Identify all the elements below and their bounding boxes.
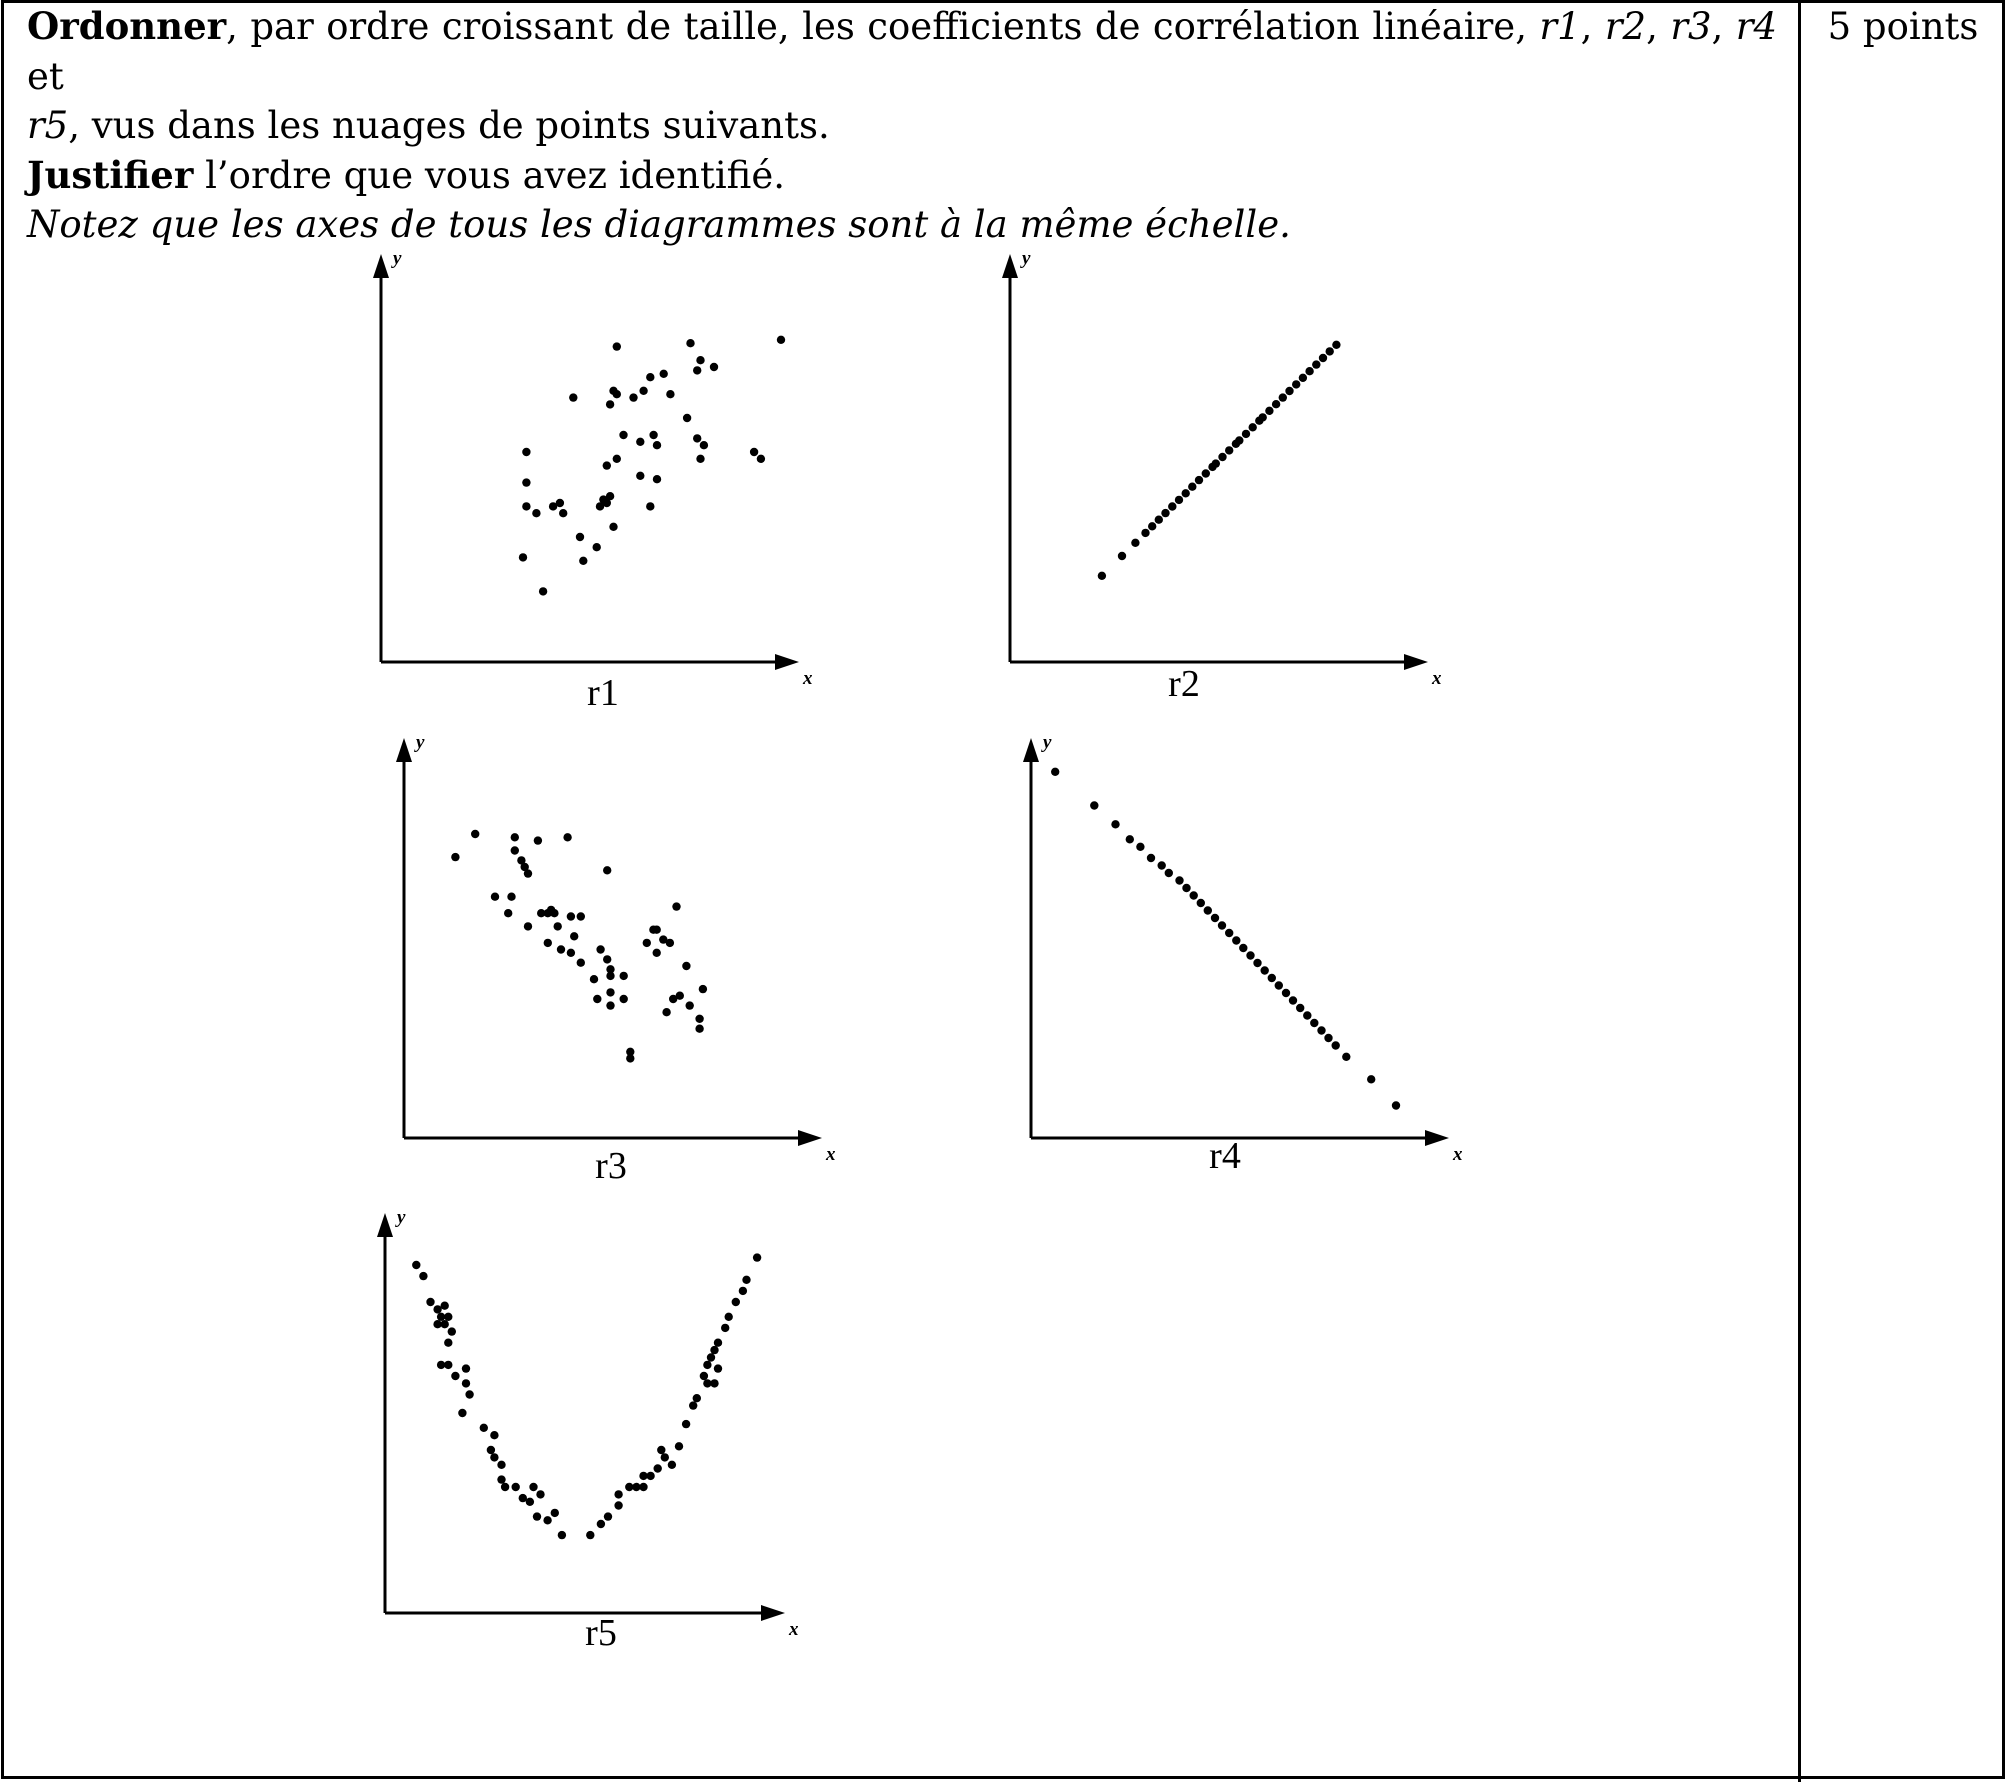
scatter-point xyxy=(700,441,708,449)
scatter-point xyxy=(639,387,647,395)
scatter-point xyxy=(567,912,575,920)
scatter-point xyxy=(1212,459,1220,467)
scatter-point xyxy=(693,434,701,442)
scatter-point xyxy=(620,972,628,980)
scatter-point xyxy=(1289,996,1297,1004)
scatter-point xyxy=(675,1442,683,1450)
scatter-point xyxy=(1239,944,1247,952)
scatter-point xyxy=(586,1531,594,1539)
scatter-point xyxy=(533,1512,541,1520)
scatter-point xyxy=(1272,400,1280,408)
scatter-point xyxy=(539,587,547,595)
scatter-point xyxy=(1204,906,1212,914)
question-text-fragment: , vus dans les nuages de points suivants. xyxy=(68,104,830,147)
scatter-point xyxy=(653,475,661,483)
scatter-point xyxy=(441,1320,449,1328)
scatter-point xyxy=(668,1461,676,1469)
scatter-point xyxy=(554,922,562,930)
scatter-point xyxy=(577,912,585,920)
x-axis-arrow-icon xyxy=(1425,1130,1449,1146)
scatter-point xyxy=(1182,884,1190,892)
scatter-plot-r5 xyxy=(377,1207,799,1654)
scatter-point xyxy=(693,1394,701,1402)
scatter-point xyxy=(661,1453,669,1461)
scatter-point xyxy=(1249,423,1257,431)
scatter-point xyxy=(511,846,519,854)
scatter-point xyxy=(1326,347,1334,355)
scatter-point xyxy=(490,1431,498,1439)
scatter-point xyxy=(444,1339,452,1347)
scatter-point xyxy=(619,431,627,439)
x-axis-letter: x xyxy=(803,668,813,689)
scatter-point xyxy=(606,1001,614,1009)
scatter-point xyxy=(1253,959,1261,967)
scatter-point xyxy=(433,1305,441,1313)
scatter-point xyxy=(609,523,617,531)
scatter-point xyxy=(451,853,459,861)
scatter-point xyxy=(1126,835,1134,843)
scatter-point xyxy=(696,455,704,463)
scatter-point xyxy=(1190,891,1198,899)
scatter-point xyxy=(1188,483,1196,491)
scatter-point xyxy=(603,955,611,963)
plot-label-r1: r1 xyxy=(587,672,619,714)
scatter-point xyxy=(750,448,758,456)
scatter-point xyxy=(620,995,628,1003)
scatter-point xyxy=(1299,374,1307,382)
scatter-point xyxy=(710,1379,718,1387)
scatter-point xyxy=(660,370,668,378)
scatter-point xyxy=(1285,387,1293,395)
x-axis-letter: x xyxy=(1453,1144,1463,1165)
scatter-point xyxy=(695,1025,703,1033)
scatter-plot-r4 xyxy=(1023,732,1463,1177)
scatter-point xyxy=(662,1008,670,1016)
scatter-point xyxy=(714,1364,722,1372)
scatter-point xyxy=(1292,380,1300,388)
scatter-point xyxy=(544,939,552,947)
scatter-point xyxy=(596,945,604,953)
y-axis-arrow-icon xyxy=(1002,254,1018,278)
y-axis-letter: y xyxy=(416,732,425,753)
scatter-point xyxy=(1161,509,1169,517)
scatter-point xyxy=(1312,360,1320,368)
scatter-point xyxy=(710,1346,718,1354)
scatter-point xyxy=(448,1327,456,1335)
scatter-point xyxy=(649,431,657,439)
scatter-point xyxy=(1165,869,1173,877)
scatter-point xyxy=(603,866,611,874)
y-axis-letter: y xyxy=(393,248,402,269)
separator: , xyxy=(1580,5,1605,48)
scatter-point xyxy=(1324,1034,1332,1042)
scatter-point xyxy=(1303,1011,1311,1019)
scatter-point xyxy=(654,1464,662,1472)
scatter-point xyxy=(1051,768,1059,776)
scatter-point xyxy=(695,1015,703,1023)
scatter-point xyxy=(643,939,651,947)
plot-label-r4: r4 xyxy=(1209,1135,1241,1177)
scatter-point xyxy=(511,833,519,841)
scatter-point xyxy=(1392,1101,1400,1109)
scatter-point xyxy=(497,1475,505,1483)
scatter-point xyxy=(579,557,587,565)
scatter-point xyxy=(659,935,667,943)
scatter-point xyxy=(556,499,564,507)
scatter-point xyxy=(490,1453,498,1461)
scatter-point xyxy=(606,400,614,408)
question-text-fragment: et xyxy=(27,54,64,98)
scatter-point xyxy=(1141,529,1149,537)
scatter-point xyxy=(441,1302,449,1310)
scatter-point xyxy=(1136,843,1144,851)
scatter-point xyxy=(462,1364,470,1372)
scatter-point xyxy=(532,509,540,517)
scatter-point xyxy=(613,390,621,398)
scatter-point xyxy=(590,975,598,983)
scatter-point xyxy=(597,1520,605,1528)
scatter-point xyxy=(576,533,584,541)
scatter-point xyxy=(686,1001,694,1009)
scatter-point xyxy=(682,1420,690,1428)
scatter-point xyxy=(480,1424,488,1432)
scatter-point xyxy=(471,830,479,838)
scatter-point xyxy=(703,1361,711,1369)
scatter-point xyxy=(613,455,621,463)
scatter-point xyxy=(653,441,661,449)
scatter-point xyxy=(559,509,567,517)
scatter-point xyxy=(567,949,575,957)
scatter-point xyxy=(1265,407,1273,415)
plot-label-r5: r5 xyxy=(585,1612,617,1654)
scatter-point xyxy=(1246,951,1254,959)
scatter-point xyxy=(1118,552,1126,560)
scatter-point xyxy=(524,922,532,930)
x-axis-arrow-icon xyxy=(798,1130,822,1146)
scatter-point xyxy=(753,1253,761,1261)
keyword-justifier: Justifier xyxy=(27,152,194,197)
scatter-point xyxy=(699,985,707,993)
scatter-point xyxy=(512,1483,520,1491)
scatter-point xyxy=(1332,1041,1340,1049)
scatter-point xyxy=(1261,966,1269,974)
scatter-point xyxy=(558,1531,566,1539)
scatter-point xyxy=(519,553,527,561)
scatter-point xyxy=(686,339,694,347)
scatter-point xyxy=(777,336,785,344)
y-axis-letter: y xyxy=(1043,732,1052,753)
scatter-point xyxy=(487,1446,495,1454)
scatter-plot-r1 xyxy=(373,248,813,714)
scatter-point xyxy=(519,1494,527,1502)
scatter-point xyxy=(507,893,515,901)
scatter-point xyxy=(614,1490,622,1498)
scatter-point xyxy=(629,393,637,401)
scatter-point xyxy=(1195,476,1203,484)
scatter-point xyxy=(551,1509,559,1517)
scatter-point xyxy=(700,1372,708,1380)
scatter-point xyxy=(1175,876,1183,884)
scatter-point xyxy=(444,1361,452,1369)
scatter-point xyxy=(614,1501,622,1509)
y-axis-arrow-icon xyxy=(373,254,389,278)
scatter-plot-r3 xyxy=(396,732,836,1187)
points-label: 5 points xyxy=(1827,5,1979,48)
scatter-point xyxy=(412,1261,420,1269)
scatter-point xyxy=(1367,1075,1375,1083)
scale-note: Notez que les axes de tous les diagrammes sont à la même échelle. xyxy=(27,203,1291,246)
scatter-point xyxy=(593,543,601,551)
scatter-point xyxy=(1218,453,1226,461)
scatter-point xyxy=(1225,446,1233,454)
scatter-point xyxy=(1225,929,1233,937)
scatter-point xyxy=(683,414,691,422)
question-text-fragment: l’ordre que vous avez identifié. xyxy=(193,153,786,197)
scatter-point xyxy=(721,1324,729,1332)
keyword-ordonner: Ordonner xyxy=(27,4,227,48)
plot-label-r2: r2 xyxy=(1168,663,1200,705)
scatter-point xyxy=(1342,1053,1350,1061)
scatter-point xyxy=(657,1446,665,1454)
scatter-point xyxy=(504,909,512,917)
scatter-point xyxy=(1310,1019,1318,1027)
scatter-point xyxy=(639,1483,647,1491)
x-axis-arrow-icon xyxy=(761,1605,785,1621)
scatter-point xyxy=(1158,861,1166,869)
scatter-point xyxy=(725,1313,733,1321)
scatter-point xyxy=(626,1054,634,1062)
scatter-point xyxy=(536,1490,544,1498)
scatter-point xyxy=(1155,516,1163,524)
x-axis-arrow-icon xyxy=(775,654,799,670)
scatter-point xyxy=(526,1498,534,1506)
scatter-point xyxy=(636,472,644,480)
scatter-point xyxy=(437,1313,445,1321)
scatter-point xyxy=(1131,539,1139,547)
scatter-point xyxy=(669,995,677,1003)
y-axis-arrow-icon xyxy=(1023,738,1039,762)
scatter-point xyxy=(1319,354,1327,362)
scatter-point xyxy=(1317,1026,1325,1034)
scatter-point xyxy=(437,1361,445,1369)
scatter-point xyxy=(742,1276,750,1284)
scatter-point xyxy=(732,1298,740,1306)
scatter-point xyxy=(1090,801,1098,809)
separator: , xyxy=(1646,5,1671,48)
scatter-point xyxy=(543,1516,551,1524)
scatter-point xyxy=(501,1483,509,1491)
x-axis-arrow-icon xyxy=(1404,654,1428,670)
scatter-point xyxy=(1147,854,1155,862)
scatter-point xyxy=(534,836,542,844)
scatter-point xyxy=(444,1313,452,1321)
scatter-point xyxy=(653,949,661,957)
scatter-point xyxy=(1148,522,1156,530)
scatter-point xyxy=(570,932,578,940)
scatter-point xyxy=(1098,572,1106,580)
question-text-fragment: , par ordre croissant de taille, les coefficients de corrélation linéaire, xyxy=(226,5,1540,48)
scatter-point xyxy=(707,1353,715,1361)
scatter-point xyxy=(689,1401,697,1409)
scatter-point xyxy=(606,988,614,996)
scatter-point xyxy=(557,945,565,953)
scatter-point xyxy=(491,893,499,901)
scatter-point xyxy=(1175,496,1183,504)
scatter-point xyxy=(1111,820,1119,828)
scatter-point xyxy=(739,1287,747,1295)
scatter-point xyxy=(1168,502,1176,510)
scatter-point xyxy=(606,492,614,500)
scatter-point xyxy=(1235,436,1243,444)
x-axis-letter: x xyxy=(826,1144,836,1165)
scatter-point xyxy=(603,461,611,469)
scatter-point xyxy=(462,1379,470,1387)
scatter-point xyxy=(522,478,530,486)
plot-label-r3: r3 xyxy=(595,1145,627,1187)
scatter-point xyxy=(1268,974,1276,982)
scatter-point xyxy=(693,366,701,374)
scatter-point xyxy=(666,390,674,398)
scatter-point xyxy=(696,356,704,364)
y-axis-arrow-icon xyxy=(396,738,412,762)
scatter-point xyxy=(522,448,530,456)
scatter-point xyxy=(577,959,585,967)
scatter-point xyxy=(646,373,654,381)
scatter-point xyxy=(672,902,680,910)
scatter-point xyxy=(593,995,601,1003)
scatter-point xyxy=(682,962,690,970)
var-r4: r4 xyxy=(1735,5,1777,48)
scatter-point xyxy=(522,502,530,510)
scatter-point xyxy=(1305,367,1313,375)
var-r5: r5 xyxy=(27,104,69,147)
x-axis-letter: x xyxy=(1432,668,1442,689)
scatter-point xyxy=(529,1483,537,1491)
scatter-point xyxy=(550,909,558,917)
scatter-point xyxy=(653,926,661,934)
scatter-point xyxy=(569,393,577,401)
scatter-plot-r2 xyxy=(1002,248,1442,705)
x-axis-letter: x xyxy=(789,1619,799,1640)
scatter-point xyxy=(1332,341,1340,349)
scatter-point xyxy=(497,1461,505,1469)
scatter-point xyxy=(604,1512,612,1520)
scatter-point xyxy=(636,438,644,446)
scatter-point xyxy=(426,1298,434,1306)
scatter-point xyxy=(451,1372,459,1380)
scatter-point xyxy=(1296,1004,1304,1012)
scatter-point xyxy=(1218,921,1226,929)
y-axis-letter: y xyxy=(397,1207,406,1228)
scatter-point xyxy=(1197,899,1205,907)
scatter-point xyxy=(757,455,765,463)
scatter-point xyxy=(714,1339,722,1347)
var-r1: r1 xyxy=(1539,5,1581,48)
scatter-point xyxy=(1202,469,1210,477)
var-r2: r2 xyxy=(1604,5,1647,48)
scatter-point xyxy=(1259,413,1267,421)
scatter-point xyxy=(563,833,571,841)
scatter-point xyxy=(710,363,718,371)
scatter-point xyxy=(613,342,621,350)
scatter-point xyxy=(1182,489,1190,497)
scatter-point xyxy=(1282,989,1290,997)
scatter-point xyxy=(646,1472,654,1480)
scatter-point xyxy=(646,502,654,510)
var-r3: r3 xyxy=(1670,5,1712,48)
scatter-point xyxy=(1242,430,1250,438)
scatter-point xyxy=(465,1390,473,1398)
scatter-point xyxy=(1211,914,1219,922)
y-axis-arrow-icon xyxy=(377,1213,393,1237)
scatter-point xyxy=(1275,981,1283,989)
separator: , xyxy=(1711,5,1736,48)
scatter-point xyxy=(606,972,614,980)
scatter-point xyxy=(1279,393,1287,401)
y-axis-letter: y xyxy=(1022,248,1031,269)
scatter-point xyxy=(419,1272,427,1280)
scatter-point xyxy=(458,1409,466,1417)
scatter-point xyxy=(524,869,532,877)
scatter-point xyxy=(1232,936,1240,944)
